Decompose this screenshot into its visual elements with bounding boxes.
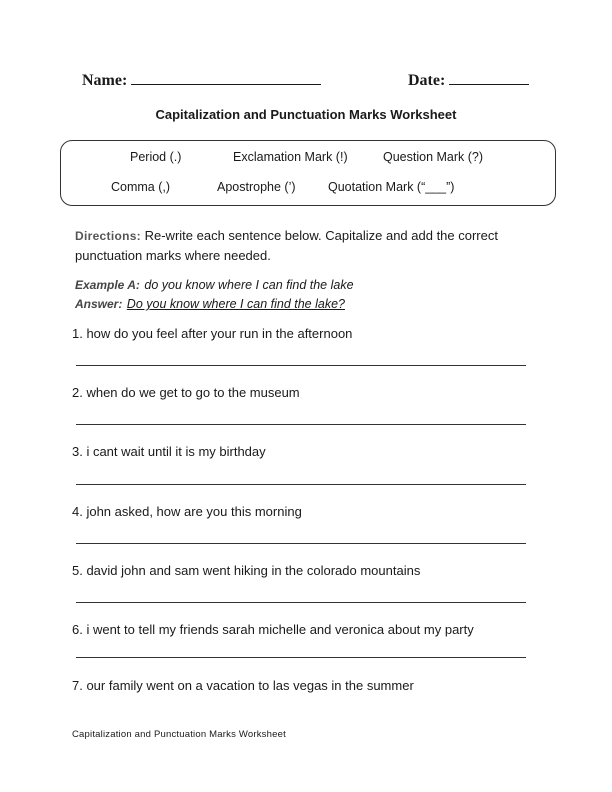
answer-line-2[interactable]: [76, 424, 526, 425]
mark-exclamation: Exclamation Mark (!): [233, 150, 348, 164]
date-label: Date:: [408, 72, 446, 89]
question-7: 7. our family went on a vacation to las vegas in the summer: [72, 678, 414, 693]
answer-line-6[interactable]: [76, 657, 526, 658]
answer-line-5[interactable]: [76, 602, 526, 603]
mark-quotation: Quotation Mark (“___”): [328, 180, 455, 194]
question-3: 3. i cant wait until it is my birthday: [72, 444, 266, 459]
mark-comma: Comma (,): [111, 180, 171, 194]
mark-question: Question Mark (?): [383, 150, 484, 164]
page-title: Capitalization and Punctuation Marks Worksheet: [155, 107, 457, 122]
example-text: do you know where I can find the lake: [144, 278, 354, 292]
directions-text: Re-write each sentence below. Capitalize and add the correct punctuation marks where needed.: [75, 228, 498, 263]
name-label: Name:: [82, 72, 128, 89]
example-label: Example A:: [75, 278, 140, 292]
directions-label: Directions:: [75, 229, 141, 243]
question-5: 5. david john and sam went hiking in the colorado mountains: [72, 563, 421, 578]
example-row: [75, 276, 354, 294]
directions: [75, 226, 525, 266]
answer-line-3[interactable]: [76, 484, 526, 485]
question-2: 2. when do we get to go to the museum: [72, 385, 300, 400]
date-input-line[interactable]: [449, 70, 529, 85]
answer-label: Answer:: [75, 297, 123, 311]
question-4: 4. john asked, how are you this morning: [72, 504, 302, 519]
mark-apostrophe: Apostrophe (’): [217, 180, 296, 194]
answer-text: Do you know where I can find the lake?: [126, 297, 345, 311]
answer-line-1[interactable]: [76, 365, 526, 366]
question-6: 6. i went to tell my friends sarah michelle and veronica about my party: [72, 622, 474, 637]
name-field: [82, 70, 321, 90]
answer-row: [75, 295, 345, 313]
date-field: [408, 70, 529, 90]
answer-line-4[interactable]: [76, 543, 526, 544]
mark-period: Period (.): [130, 150, 182, 164]
footer: Capitalization and Punctuation Marks Worksheet: [72, 729, 286, 740]
name-input-line[interactable]: [131, 70, 321, 85]
question-1: 1. how do you feel after your run in the afternoon: [72, 326, 353, 341]
